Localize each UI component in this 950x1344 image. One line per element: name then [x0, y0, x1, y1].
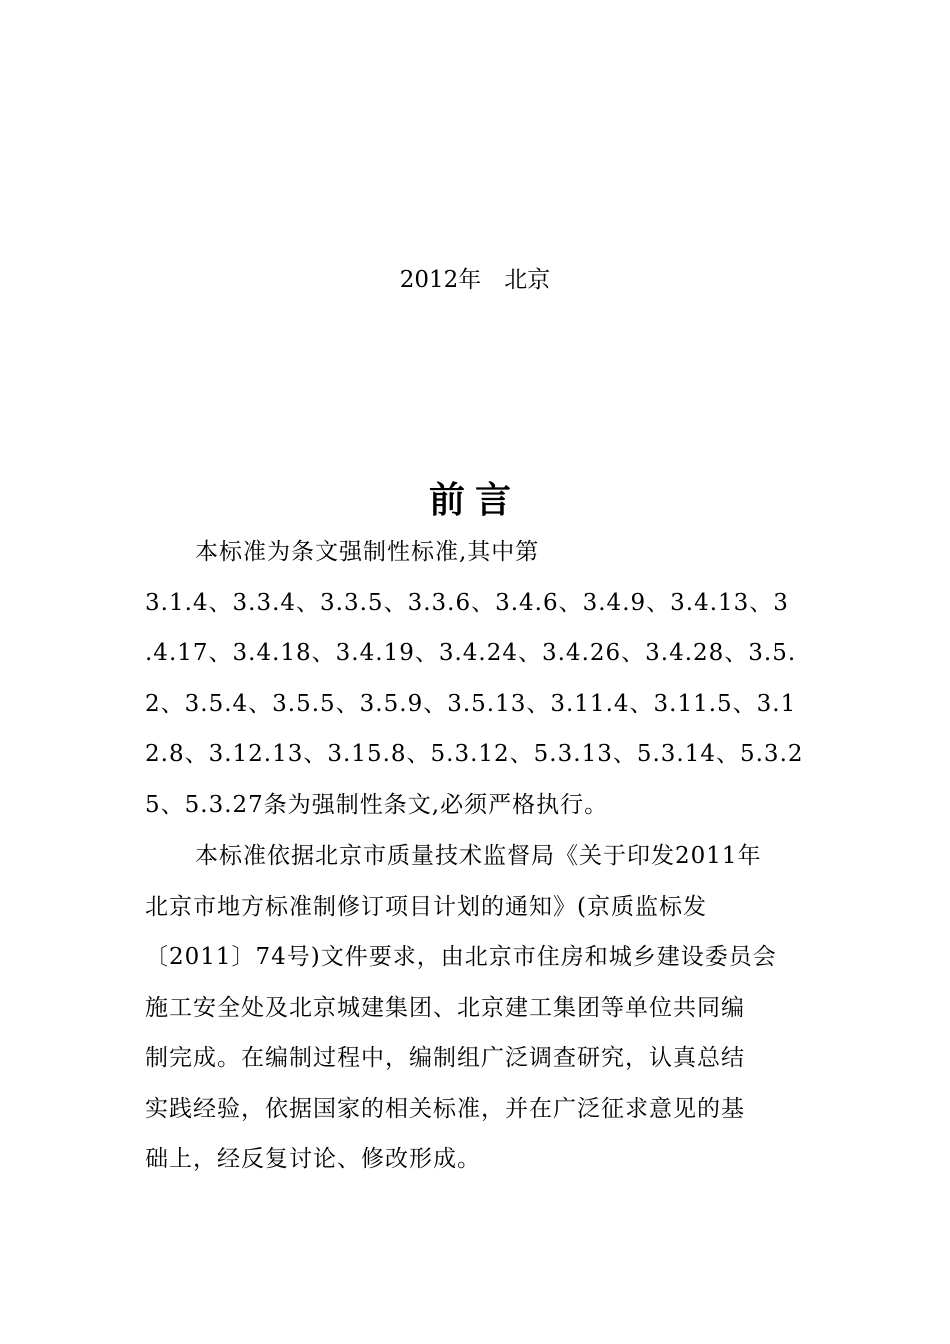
paragraph-line: 〔2011〕74号)文件要求，由北京市住房和城乡建设委员会	[145, 944, 777, 970]
paragraph-line: 2.8、3.12.13、3.15.8、5.3.12、5.3.13、5.3.14、5.3.2	[145, 741, 804, 767]
paragraph-line: 制完成。在编制过程中，编制组广泛调查研究，认真总结	[145, 1045, 745, 1071]
paragraph-line: 础上，经反复讨论、修改形成。	[145, 1146, 481, 1172]
date-location-line: 2012年 北京	[399, 267, 551, 293]
paragraph-line: 3.1.4、3.3.4、3.3.5、3.3.6、3.4.6、3.4.9、3.4.13、3	[145, 589, 789, 616]
preface-paragraph-1	[145, 527, 805, 830]
paragraph-line: 本标准为条文强制性标准,其中第	[195, 539, 540, 565]
paragraph-line: 北京市地方标准制修订项目计划的通知》(京质监标发	[145, 893, 707, 920]
paragraph-line: 施工安全处及北京城建集团、北京建工集团等单位共同编	[145, 994, 745, 1021]
paragraph-line: 5、5.3.27条为强制性条文,必须严格执行。	[145, 791, 609, 818]
preface-title: 前言	[428, 479, 521, 521]
paragraph-line: 本标准依据北京市质量技术监督局《关于印发2011年	[195, 843, 762, 869]
paragraph-line: 实践经验，依据国家的相关标准，并在广泛征求意见的基	[145, 1095, 745, 1122]
paragraph-line: .4.17、3.4.18、3.4.19、3.4.24、3.4.26、3.4.28、3.5.	[145, 640, 797, 666]
preface-paragraph-2	[145, 831, 805, 1185]
paragraph-line: 2、3.5.4、3.5.5、3.5.9、3.5.13、3.11.4、3.11.5、3.1	[145, 690, 797, 717]
